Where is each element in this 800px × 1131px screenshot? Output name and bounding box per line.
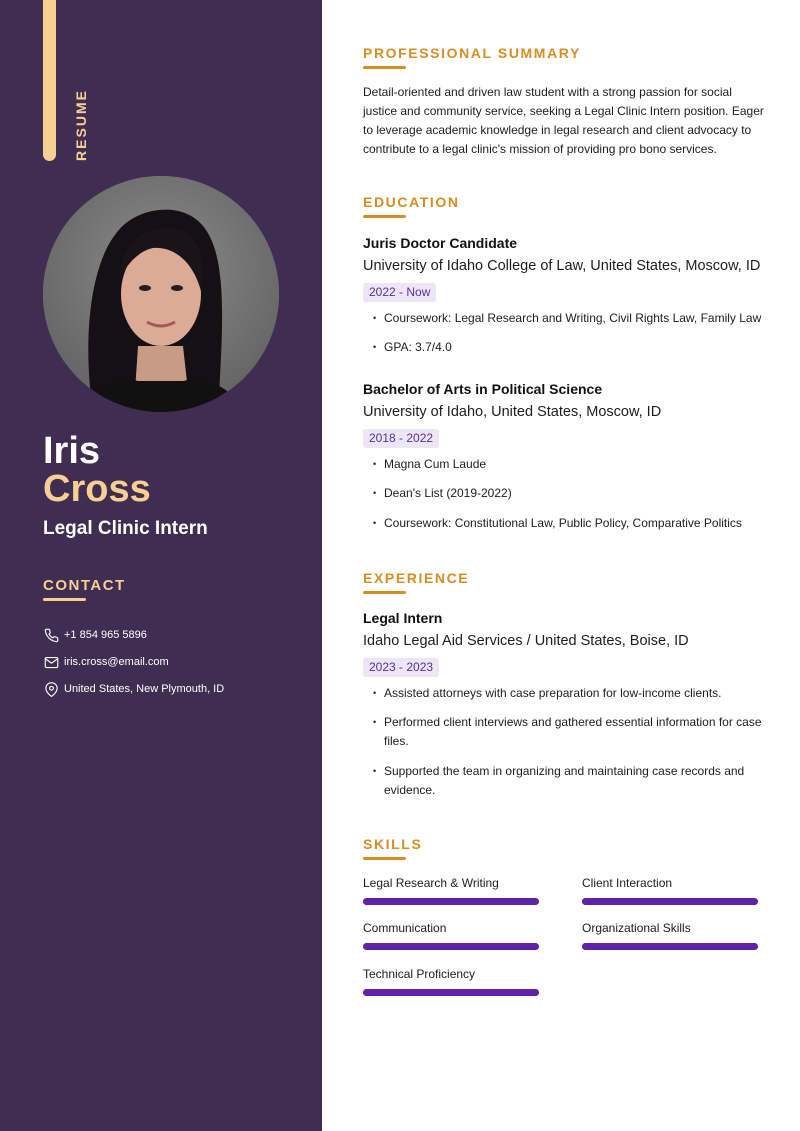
- experience-title: Legal Intern: [363, 610, 443, 626]
- bullet-item: • Coursework: Legal Research and Writing, Civil Rights Law, Family Law: [373, 309, 768, 328]
- contact-email: [43, 654, 169, 670]
- bullet-item: • Assisted attorneys with case preparation for low-income clients.: [373, 684, 768, 703]
- skill-level-fill: [363, 943, 539, 950]
- first-name: Iris: [43, 430, 101, 472]
- summary-text: Detail-oriented and driven law student with a strong passion for social justice and community service, seeking a Legal Clinic Intern position. Eager to leverage academic knowledge in legal research and client advocacy to contribute to a legal clinic's mission of providing pro bono services.: [363, 85, 764, 156]
- experience-organization: Idaho Legal Aid Services / United States, Boise, ID: [363, 633, 689, 649]
- skill-name: Legal Research & Writing: [363, 876, 499, 890]
- skill-item: [582, 876, 758, 905]
- contact-phone-text: +1 854 965 5896: [64, 629, 147, 641]
- date-badge: 2023 - 2023: [363, 658, 439, 677]
- skill-level-bar: [363, 943, 539, 950]
- skill-level-bar: [582, 943, 758, 950]
- profile-photo: [43, 176, 279, 412]
- last-name: Cross: [43, 468, 151, 510]
- date-badge: 2022 - Now: [363, 283, 436, 302]
- skill-item: [363, 967, 539, 996]
- education-title: Juris Doctor Candidate: [363, 235, 518, 251]
- contact-heading: CONTACT: [43, 577, 126, 594]
- phone-icon: [43, 627, 59, 643]
- contact-location: [43, 681, 224, 697]
- summary-heading: PROFESSIONAL SUMMARY: [363, 45, 581, 61]
- education-title: Bachelor of Arts in Political Science: [363, 381, 603, 397]
- bullet-item: • Magna Cum Laude: [373, 455, 768, 474]
- contact-phone: [43, 627, 147, 643]
- education-institution: University of Idaho, United States, Moscow, ID: [363, 404, 662, 420]
- skill-level-fill: [363, 898, 539, 905]
- contact-location-text: United States, New Plymouth, ID: [64, 683, 225, 695]
- experience-heading: EXPERIENCE: [363, 570, 470, 586]
- skills-heading-underline: [363, 857, 406, 860]
- contact-heading-underline: [43, 598, 86, 601]
- location-pin-icon: [43, 681, 59, 697]
- education-heading-underline: [363, 215, 406, 218]
- education-heading: EDUCATION: [363, 194, 460, 210]
- skill-item: [582, 921, 758, 950]
- skill-level-bar: [363, 898, 539, 905]
- bullet-item: • Supported the team in organizing and maintaining case records and evidence.: [373, 762, 768, 800]
- main-content: [363, 0, 773, 1131]
- skill-name: Communication: [363, 921, 447, 935]
- skill-item: [363, 921, 539, 950]
- resume-label: RESUME: [73, 89, 89, 161]
- date-badge: 2018 - 2022: [363, 429, 439, 448]
- bullet-item: • Coursework: Constitutional Law, Public Policy, Comparative Politics: [373, 514, 768, 533]
- skill-level-bar: [363, 989, 539, 996]
- summary-heading-underline: [363, 66, 406, 69]
- skill-item: [363, 876, 539, 905]
- skill-name: Organizational Skills: [582, 921, 691, 935]
- skill-level-fill: [582, 898, 758, 905]
- bullet-item: • Dean's List (2019-2022): [373, 484, 768, 503]
- skill-name: Technical Proficiency: [363, 967, 476, 981]
- email-icon: [43, 654, 59, 670]
- bullet-item: • GPA: 3.7/4.0: [373, 338, 768, 357]
- contact-email-text: iris.cross@email.com: [64, 656, 169, 668]
- experience-heading-underline: [363, 591, 406, 594]
- resume-accent-bar: [43, 0, 56, 161]
- skills-heading: SKILLS: [363, 836, 423, 852]
- education-institution: University of Idaho College of Law, United States, Moscow, ID: [363, 258, 761, 274]
- skill-level-fill: [363, 989, 539, 996]
- sidebar: [0, 0, 322, 1131]
- skill-level-bar: [582, 898, 758, 905]
- skill-name: Client Interaction: [582, 876, 673, 890]
- skill-level-fill: [582, 943, 758, 950]
- bullet-item: • Performed client interviews and gathered essential information for case files.: [373, 713, 768, 751]
- job-title: Legal Clinic Intern: [43, 518, 208, 539]
